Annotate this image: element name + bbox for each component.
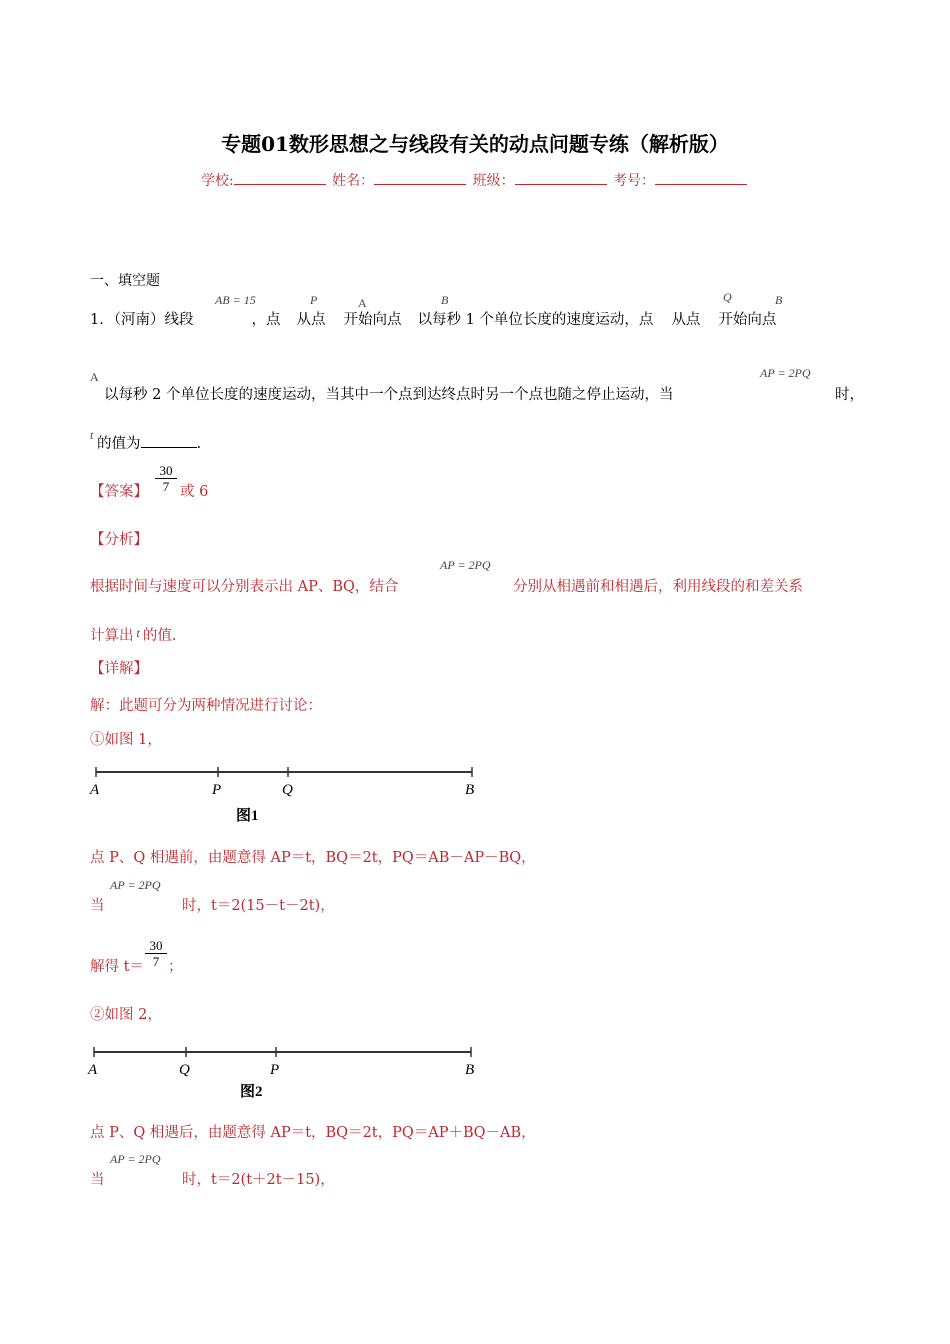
- q1-text: 从点: [296, 312, 326, 328]
- q1-text: ，点: [251, 312, 281, 328]
- student-info-line: [0, 170, 950, 190]
- fraction-numerator: 30: [155, 463, 177, 479]
- fraction-numerator: 30: [145, 938, 167, 954]
- expr-ab-15: AB = 15: [215, 293, 256, 307]
- analysis-label: 【分析】: [90, 532, 148, 548]
- analysis-text: 的值.: [142, 628, 177, 644]
- fraction-denominator: 7: [162, 479, 170, 494]
- fig1-label-q: Q: [282, 782, 293, 798]
- case1-expr: AP = 2PQ: [110, 878, 161, 892]
- school-blank[interactable]: [234, 170, 326, 185]
- class-label: 班级：: [472, 173, 515, 189]
- case2-line1: 点 P、Q 相遇后，由题意得 AP＝t，BQ＝2t，PQ＝AP＋BQ－AB，: [90, 1125, 536, 1141]
- fig2-label-a: A: [88, 1062, 98, 1078]
- answer-rest: 或 6: [180, 484, 209, 500]
- var-b: B: [441, 293, 449, 307]
- var-t: t: [136, 626, 140, 640]
- case1-solve: 解得 t＝: [90, 959, 144, 975]
- school-label: 学校:: [200, 173, 234, 189]
- case1-when: 当: [90, 898, 105, 914]
- q1-number: 1．（河南）线段: [90, 312, 194, 328]
- analysis-text: 计算出: [90, 628, 134, 644]
- q1-text: 从点: [671, 312, 701, 328]
- q1-text: 开始向点: [718, 312, 777, 328]
- var-t: t: [90, 428, 94, 442]
- number-label: 考号：: [613, 173, 656, 189]
- var-b2: B: [775, 293, 783, 307]
- case2-expr: AP = 2PQ: [110, 1152, 161, 1166]
- case1-label: ①如图 1，: [90, 732, 162, 748]
- q1-text: 以每秒 1 个单位长度的速度运动，点: [417, 312, 654, 328]
- section-heading: 一、填空题: [90, 273, 160, 289]
- page-title: 专题01数形思想之与线段有关的动点问题专练（解析版）: [221, 132, 729, 156]
- name-label: 姓名：: [332, 173, 375, 189]
- var-a2: A: [90, 370, 99, 384]
- figure-2: [86, 1040, 486, 1104]
- var-q: Q: [723, 290, 732, 304]
- class-blank[interactable]: [515, 170, 607, 185]
- analysis-expr: AP = 2PQ: [440, 558, 491, 572]
- case2-equation: 时，t＝2(t＋2t－15)，: [182, 1172, 335, 1188]
- detail-intro: 解：此题可分为两种情况进行讨论：: [90, 698, 322, 714]
- analysis-line1a: 根据时间与速度可以分别表示出 AP、BQ，结合: [90, 579, 399, 595]
- detail-label: 【详解】: [90, 661, 148, 677]
- case1-equation: 时，t＝2(15－t－2t)，: [182, 898, 335, 914]
- fig1-label-b: B: [465, 782, 475, 798]
- expr-ap-2pq: AP = 2PQ: [760, 366, 811, 380]
- case1-end: ；: [168, 959, 183, 975]
- answer-fraction: [155, 463, 177, 494]
- case2-label: ②如图 2，: [90, 1007, 162, 1023]
- answer-label: 【答案】: [90, 484, 148, 500]
- case2-when: 当: [90, 1172, 105, 1188]
- analysis-line1b: 分别从相遇前和相遇后，利用线段的和差关系: [513, 579, 803, 595]
- q1-text: 开始向点: [343, 312, 402, 328]
- q1-text: 以每秒 2 个单位长度的速度运动，当其中一个点到达终点时另一个点也随之停止运动，当: [104, 387, 674, 403]
- case1-fraction: [145, 938, 167, 969]
- number-blank[interactable]: [655, 170, 747, 185]
- name-blank[interactable]: [374, 170, 466, 185]
- fig2-label-q: Q: [179, 1062, 190, 1078]
- analysis-line2: [90, 624, 176, 645]
- fig2-label-p: P: [270, 1062, 280, 1078]
- var-p: P: [310, 293, 318, 307]
- fig2-label-b: B: [465, 1062, 475, 1078]
- fig1-label-a: A: [90, 782, 100, 798]
- fraction-denominator: 7: [152, 954, 160, 969]
- fig2-caption: 图2: [240, 1084, 263, 1100]
- case1-line1: 点 P、Q 相遇前，由题意得 AP＝t，BQ＝2t，PQ＝AB－AP－BQ，: [90, 850, 536, 866]
- q1-text: 时，: [835, 387, 864, 403]
- q1-line3: [97, 432, 201, 453]
- answer-blank[interactable]: [141, 434, 197, 448]
- q1-line1: [90, 308, 776, 329]
- figure-1: [88, 762, 488, 826]
- q1-text: 的值为: [97, 436, 141, 452]
- q1-line2: [104, 383, 673, 404]
- q1-text: .: [196, 436, 202, 452]
- fig1-caption: 图1: [236, 808, 259, 824]
- fig1-label-p: P: [212, 782, 222, 798]
- var-a: A: [358, 296, 367, 310]
